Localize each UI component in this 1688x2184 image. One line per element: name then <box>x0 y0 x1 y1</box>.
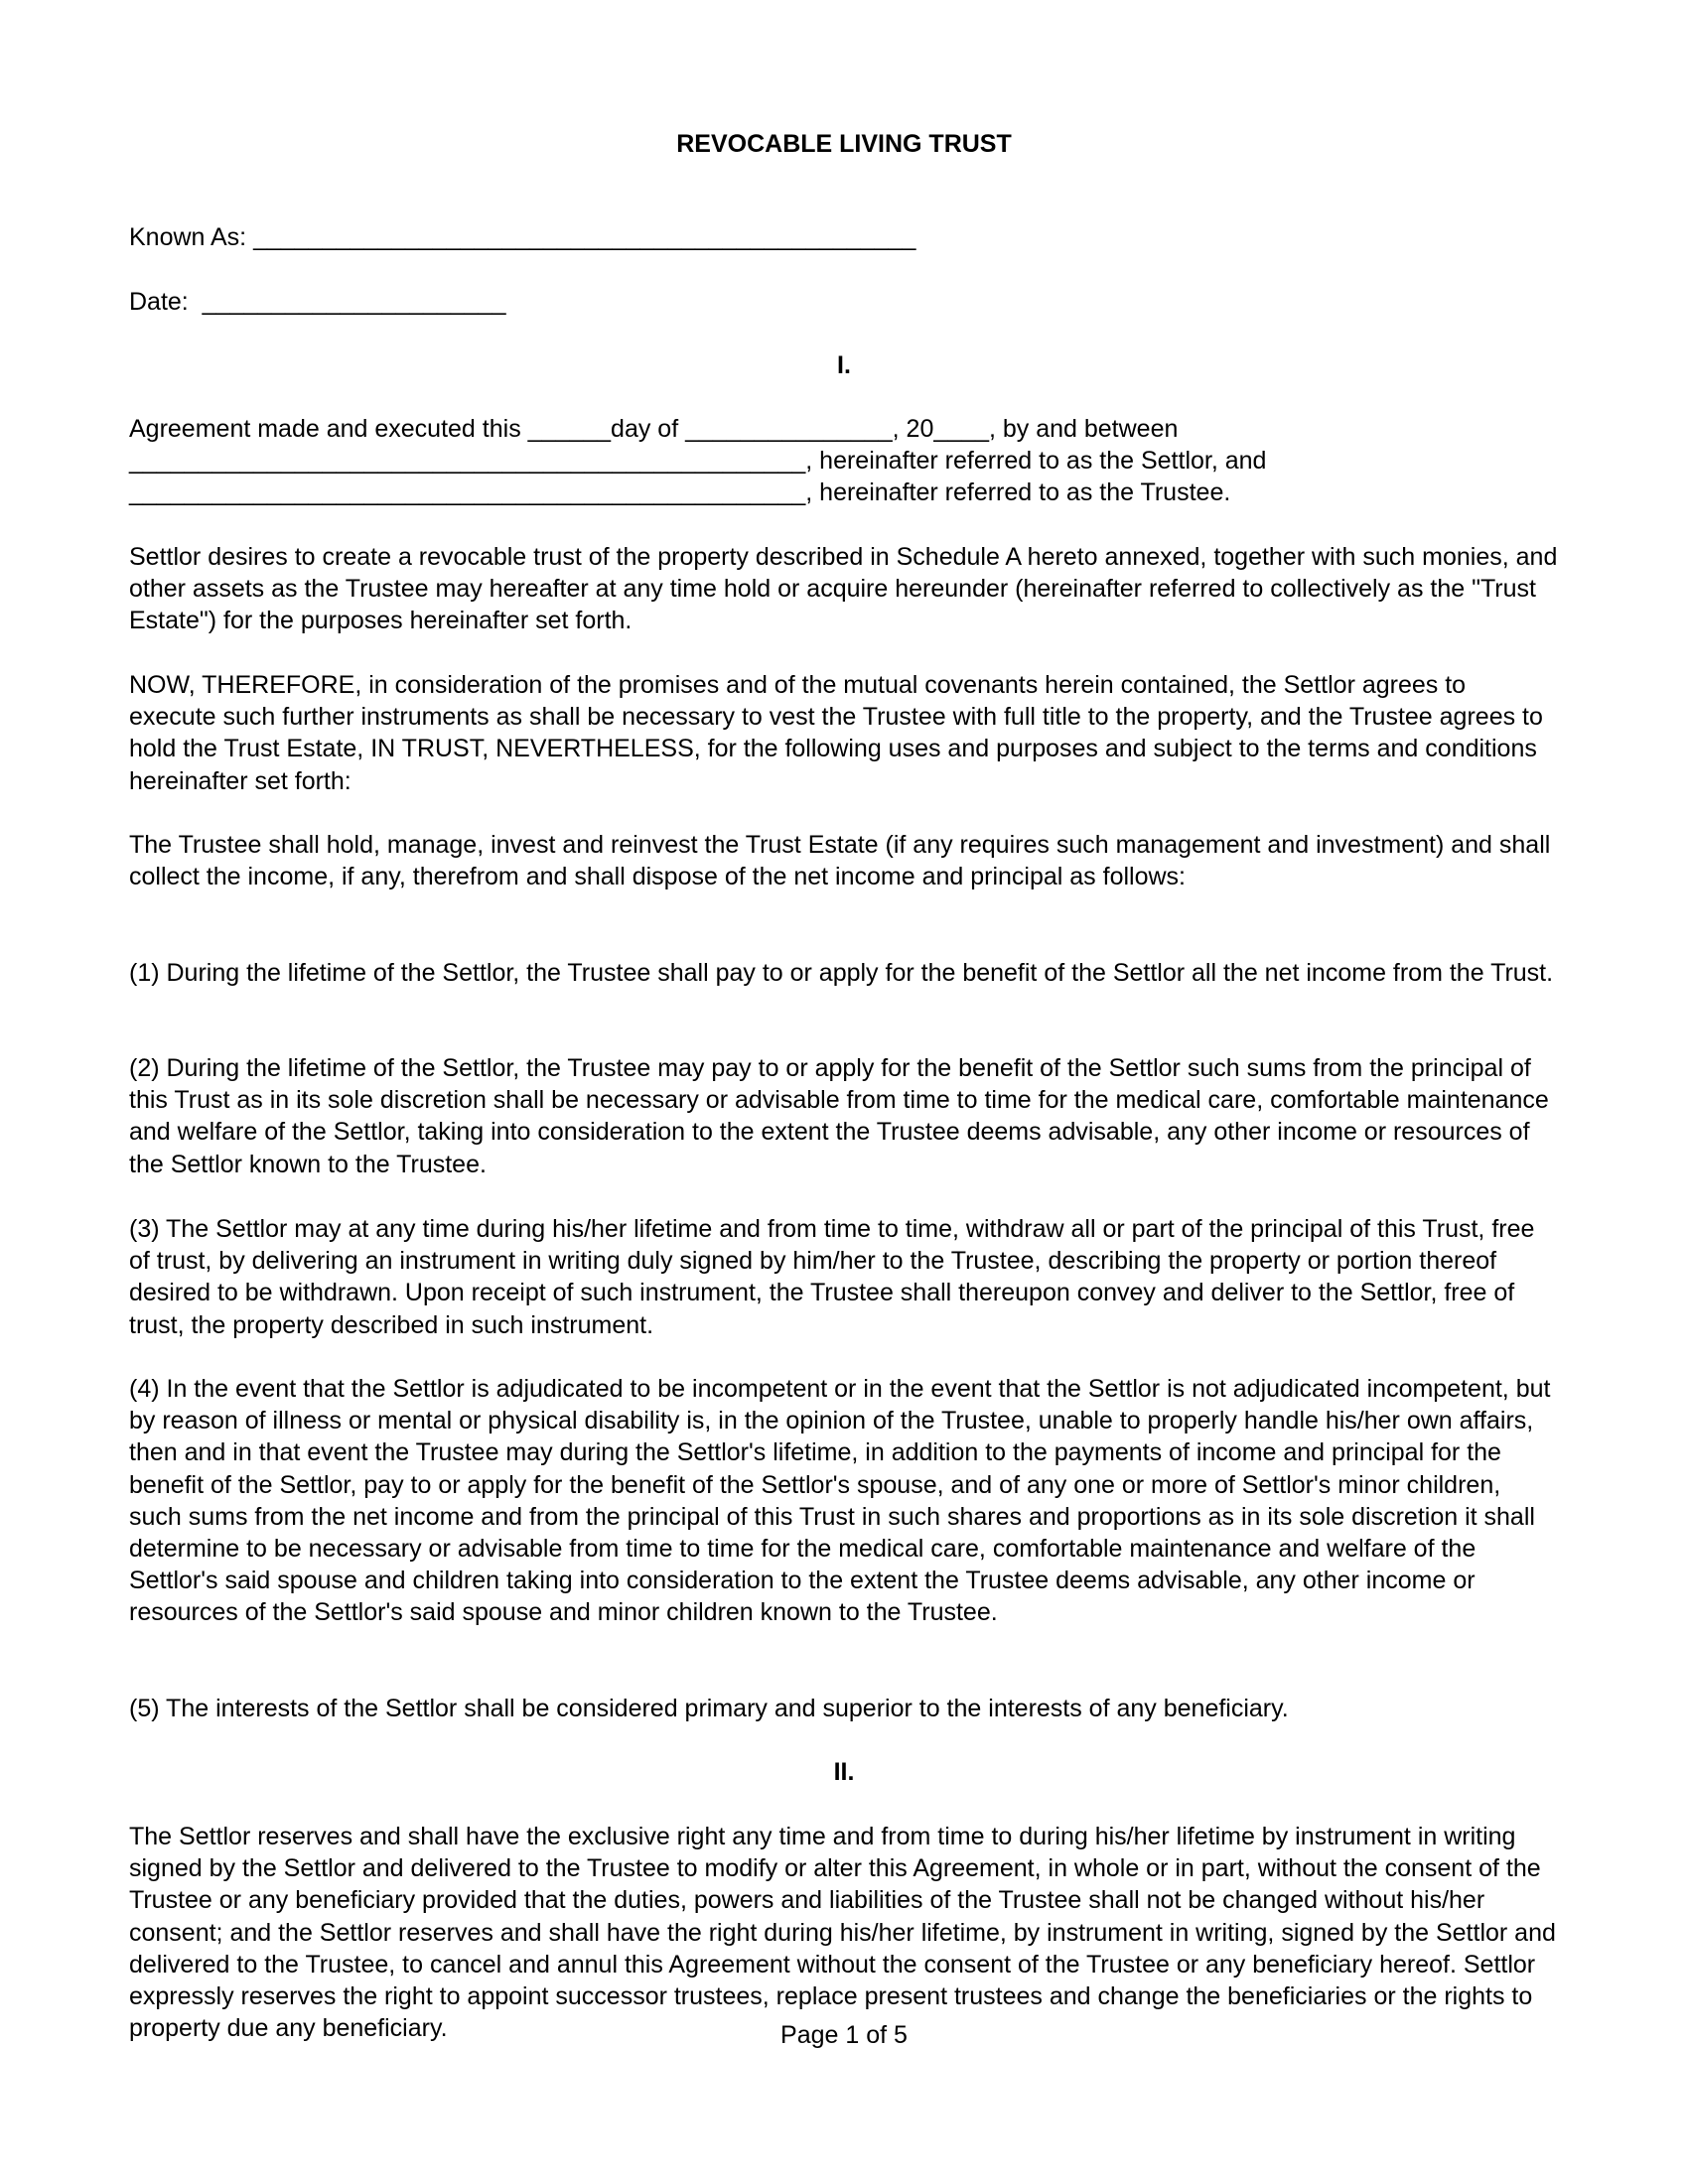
paragraph-item-2: (2) During the lifetime of the Settlor, the Trustee may pay to or apply for the benefit of the Settlor such sums from the principal of this Trust as in its sole discretion shall be necessary or advisable from time to time for the medical care, comfortable maintenance and welfare of the Settlor, taking into consideration to the extent the Trustee deems advisable, any other income or resources of the Settlor known to the Trustee. <box>129 1054 1549 1178</box>
settlor-line: _________________________________________________, hereinafter referred to as the Settlor, and <box>129 447 1267 475</box>
trustee-line: _________________________________________________, hereinafter referred to as the Trustee. <box>129 478 1231 506</box>
section-heading-2: II. <box>833 1758 855 1786</box>
date-line: Date: ______________________ <box>129 288 506 316</box>
document-title: REVOCABLE LIVING TRUST <box>676 130 1012 158</box>
paragraph-item-3: (3) The Settlor may at any time during his/her lifetime and from time to time, withdraw all or part of the principal of this Trust, free of trust, by delivering an instrument in writing duly signed by him/her to the Trustee, describing the property or portion thereof desired to be withdrawn. Upon receipt of such instrument, the Trustee shall thereupon convey and deliver to the Settlor, free of trust, the property described in such instrument. <box>129 1215 1535 1339</box>
section-heading-1: I. <box>837 351 851 379</box>
paragraph-item-5: (5) The interests of the Settlor shall be considered primary and superior to the interests of any beneficiary. <box>129 1695 1289 1722</box>
paragraph-settlor-desires: Settlor desires to create a revocable trust of the property described in Schedule A hereto annexed, together with such monies, and other assets as the Trustee may hereafter at any time hold or acquire hereunder (hereinafter referred to collectively as the "Trust Estate") for the purposes hereinafter set forth. <box>129 543 1558 635</box>
agreement-line: Agreement made and executed this ______day of _______________, 20____, by and between <box>129 415 1179 443</box>
paragraph-section-2: The Settlor reserves and shall have the exclusive right any time and from time to during his/her lifetime by instrument in writing signed by the Settlor and delivered to the Trustee to modify or alter this Agreement, in whole or in part, without the consent of the Trustee or any beneficiary provided that the duties, powers and liabilities of the Trustee shall not be changed without his/her consent; and the Settlor reserves and shall have the right during his/her lifetime, by instrument in writing, signed by the Settlor and delivered to the Trustee, to cancel and annul this Agreement without the consent of the Trustee or any beneficiary hereof. Settlor expressly reserves the right to appoint successor trustees, replace present trustees and change the beneficiaries or the rights to property due any beneficiary. <box>129 1823 1556 2043</box>
known-as-line: Known As: ________________________________________________ <box>129 223 916 251</box>
paragraph-trustee-shall-hold: The Trustee shall hold, manage, invest and reinvest the Trust Estate (if any requires such management and investment) and shall collect the income, if any, therefrom and shall dispose of the net income and principal as follows: <box>129 831 1551 891</box>
paragraph-now-therefore: NOW, THEREFORE, in consideration of the promises and of the mutual covenants herein contained, the Settlor agrees to execute such further instruments as shall be necessary to vest the Trustee with full title to the property, and the Trustee agrees to hold the Trust Estate, IN TRUST, NEVERTHELESS, for the following uses and purposes and subject to the terms and conditions hereinafter set forth: <box>129 671 1543 795</box>
document-page <box>129 0 1559 2184</box>
page-number: Page 1 of 5 <box>780 2021 908 2049</box>
paragraph-item-4: (4) In the event that the Settlor is adjudicated to be incompetent or in the event that the Settlor is not adjudicated incompetent, but by reason of illness or mental or physical disability is, in the opinion of the Trustee, unable to properly handle his/her own affairs, then and in that event the Trustee may during the Settlor's lifetime, in addition to the payments of income and principal for the benefit of the Settlor, pay to or apply for the benefit of the Settlor's spouse, and of any one or more of Settlor's minor children, such sums from the net income and from the principal of this Trust in such shares and proportions as in its sole discretion it shall determine to be necessary or advisable from time to time for the medical care, comfortable maintenance and welfare of the Settlor's said spouse and children taking into consideration to the extent the Trustee deems advisable, any other income or resources of the Settlor's said spouse and minor children known to the Trustee. <box>129 1375 1551 1627</box>
paragraph-item-1: (1) During the lifetime of the Settlor, the Trustee shall pay to or apply for the benefit of the Settlor all the net income from the Trust. <box>129 959 1554 987</box>
